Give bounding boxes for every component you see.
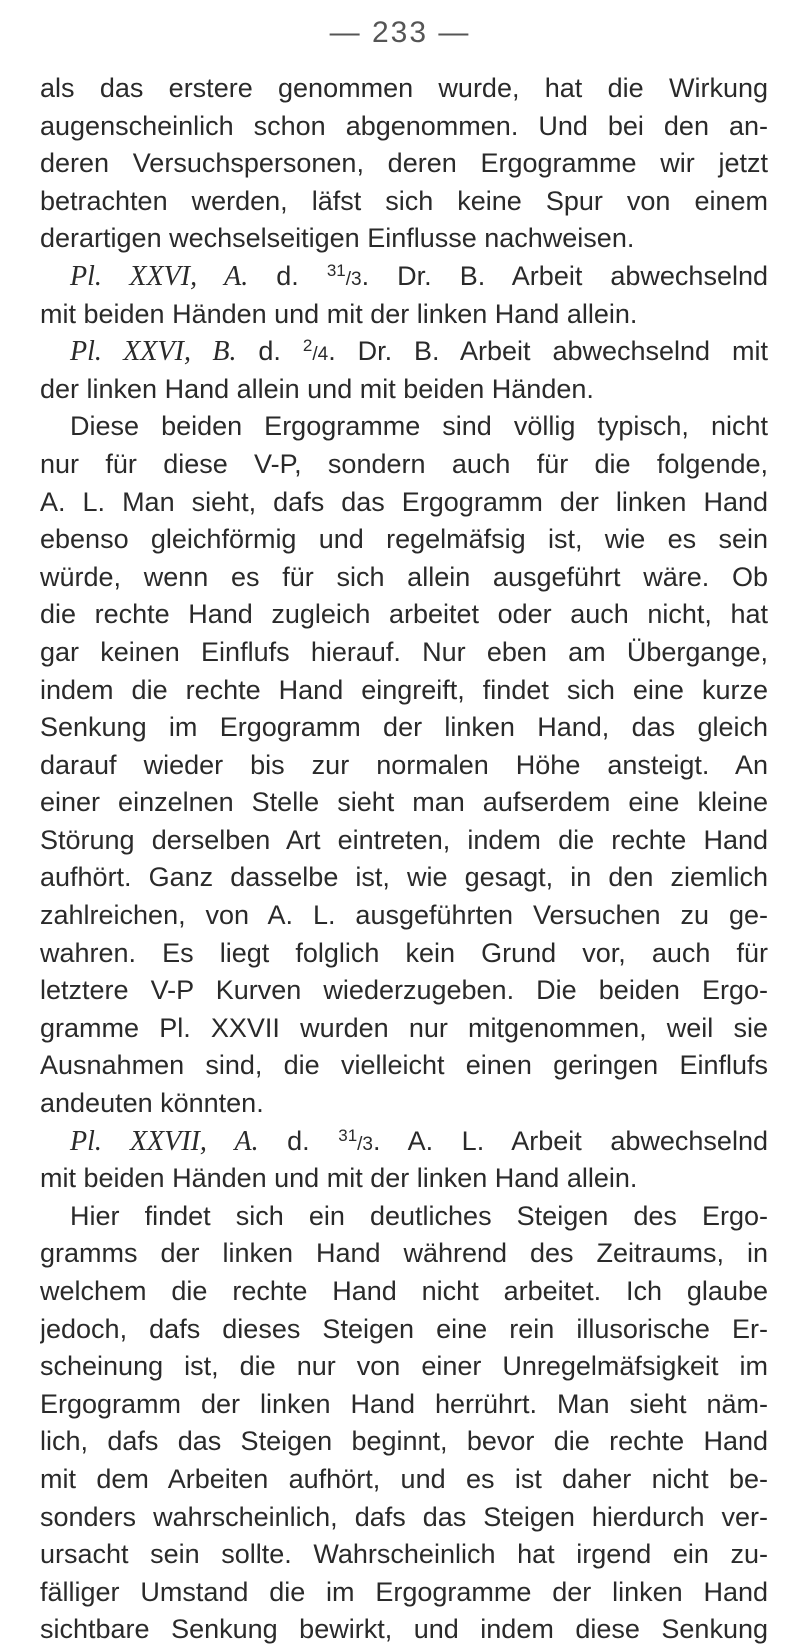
body-text — [40, 70, 768, 1649]
text-line: gar keinen Einflufs hierauf. Nur eben am Übergange, — [40, 636, 768, 667]
text-line: mit dem Arbeiten aufhört, und es ist daher nicht be- — [40, 1463, 768, 1494]
text-line: gramme Pl. XXVII wurden nur mitgenommen, weil sie — [40, 1012, 768, 1043]
plate-description: . Dr. B. Arbeit abwechselnd — [361, 260, 768, 291]
plate-fraction: /4 — [312, 344, 329, 366]
plate-fraction: /3 — [345, 268, 362, 290]
plate-superscript: 2 — [302, 336, 313, 356]
plate-superscript: 31 — [338, 1125, 358, 1145]
plate-d-prefix: d. — [248, 260, 327, 291]
text-line: aufhört. Ganz dasselbe ist, wie gesagt, in den ziemlich — [40, 862, 768, 893]
text-line: mit beiden Händen und mit der linken Hand allein. — [40, 1163, 638, 1194]
plate-description: . Dr. B. Arbeit abwechselnd mit — [328, 336, 768, 367]
text-line: darauf wieder bis zur normalen Höhe ansteigt. An — [40, 749, 768, 780]
text-line: betrachten werden, läfst sich keine Spur von einem — [40, 185, 768, 216]
plate-d-prefix: d. — [258, 1125, 339, 1156]
text-line: Ausnahmen sind, die vielleicht einen geringen Einflufs — [40, 1050, 768, 1081]
text-line: sichtbare Senkung bewirkt, und indem diese Senkung — [40, 1614, 768, 1645]
text-line: sonders wahrscheinlich, dafs das Steigen hierdurch ver- — [40, 1501, 768, 1532]
text-line: wahren. Es liegt folglich kein Grund vor, auch für — [40, 937, 768, 968]
text-line: augenscheinlich schon abgenommen. Und bei den an- — [40, 110, 768, 141]
text-line: deren Versuchspersonen, deren Ergogramme wir jetzt — [40, 148, 768, 179]
text-line: einer einzelnen Stelle sieht man aufserdem eine kleine — [40, 787, 768, 818]
text-line: derartigen wechselseitigen Einflusse nachweisen. — [40, 223, 635, 254]
text-line: mit beiden Händen und mit der linken Hand allein. — [40, 298, 638, 329]
plate-reference-line — [40, 1123, 768, 1161]
plate-reference-line — [40, 333, 768, 371]
plate-description: . A. L. Arbeit abwechselnd — [373, 1125, 768, 1156]
page-number: — 233 — — [329, 16, 471, 49]
text-line: jedoch, dafs dieses Steigen eine rein illusorische Er- — [40, 1313, 768, 1344]
text-line: gramms der linken Hand während des Zeitraums, in — [40, 1238, 768, 1269]
text-line: nur für diese V-P, sondern auch für die folgende, — [40, 448, 768, 479]
plate-label: Pl. XXVI, B. — [70, 336, 237, 368]
text-line: letztere V-P Kurven wiederzugeben. Die beiden Ergo- — [40, 975, 768, 1006]
plate-d-prefix: d. — [236, 336, 303, 367]
text-line: Ergogramm der linken Hand herrührt. Man sieht näm- — [40, 1388, 768, 1419]
text-line: fälliger Umstand die im Ergogramme der linken Hand — [40, 1576, 768, 1607]
text-line: Hier findet sich ein deutliches Steigen des Ergo- — [70, 1200, 768, 1231]
text-line: Störung derselben Art eintreten, indem die rechte Hand — [40, 824, 768, 855]
text-line: A. L. Man sieht, dafs das Ergogramm der linken Hand — [40, 486, 768, 517]
text-line: als das erstere genommen wurde, hat die Wirkung — [40, 73, 768, 103]
text-line: andeuten könnten. — [40, 1088, 264, 1119]
text-line: Senkung im Ergogramm der linken Hand, das gleich — [40, 712, 768, 743]
text-line: indem die rechte Hand eingreift, findet sich eine kurze — [40, 674, 768, 705]
plate-fraction: /3 — [357, 1133, 374, 1155]
text-line: zahlreichen, von A. L. ausgeführten Versuchen zu ge- — [40, 900, 768, 931]
text-line: scheinung ist, die nur von einer Unregelmäfsigkeit im — [40, 1351, 768, 1382]
text-line: ursacht sein sollte. Wahrscheinlich hat irgend ein zu- — [40, 1539, 768, 1570]
text-line: die rechte Hand zugleich arbeitet oder auch nicht, hat — [40, 599, 768, 630]
plate-superscript: 31 — [326, 260, 346, 280]
text-line: welchem die rechte Hand nicht arbeitet. Ich glaube — [40, 1276, 768, 1306]
plate-reference-line — [40, 258, 768, 296]
text-line: der linken Hand allein und mit beiden Händen. — [40, 373, 594, 404]
text-line: würde, wenn es für sich allein ausgeführt wäre. Ob — [40, 561, 768, 592]
text-line: ebenso gleichförmig und regelmäfsig ist, wie es sein — [40, 524, 768, 555]
plate-label: Pl. XXVI, A. — [70, 260, 249, 292]
text-line: lich, dafs das Steigen beginnt, bevor die rechte Hand — [40, 1426, 768, 1457]
text-line: Diese beiden Ergogramme sind völlig typisch, nicht — [70, 411, 768, 442]
plate-label: Pl. XXVII, A. — [70, 1125, 259, 1157]
